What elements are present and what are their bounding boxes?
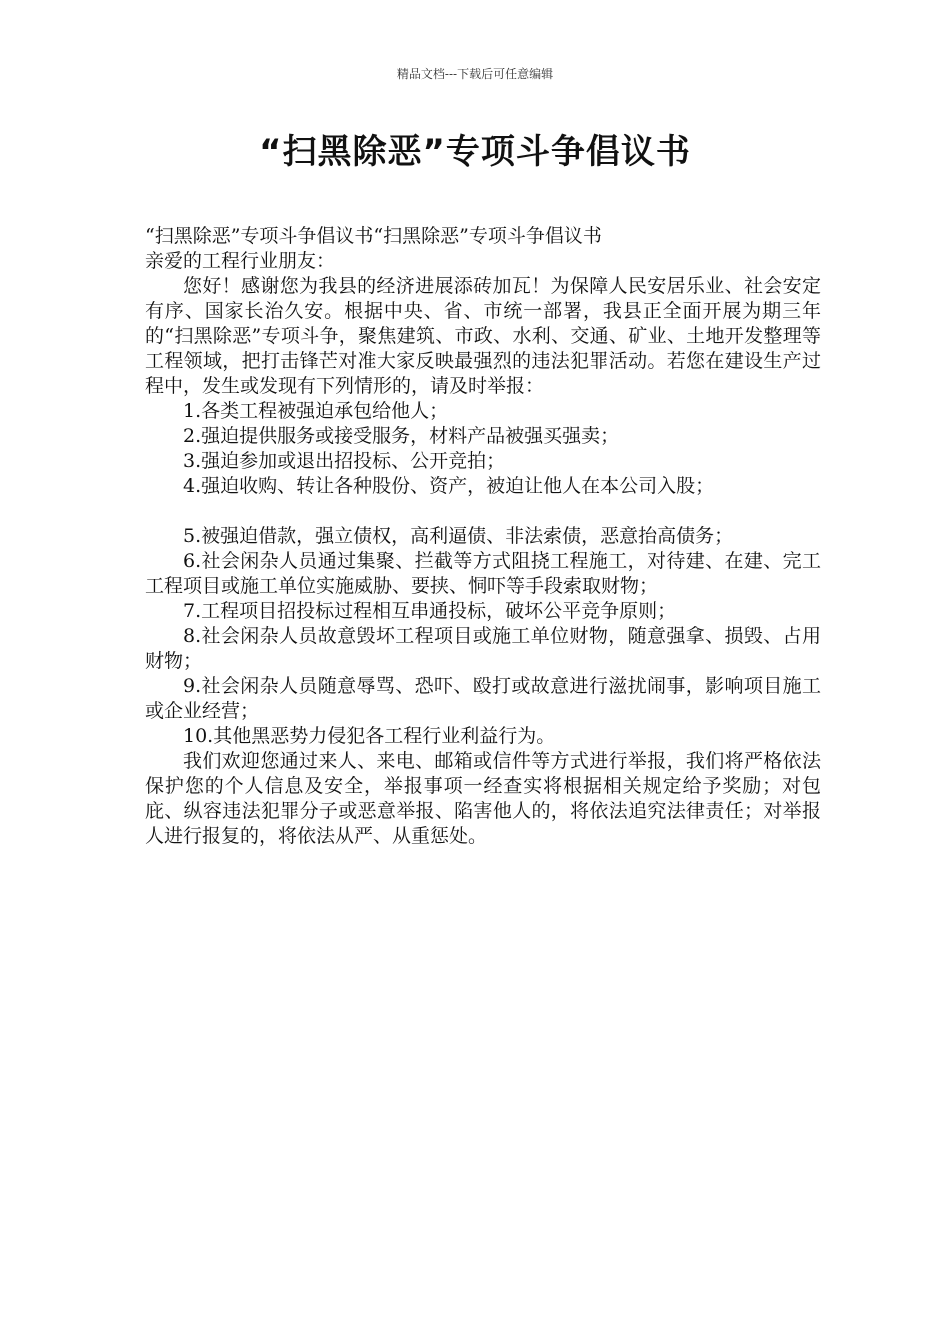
document-body	[145, 224, 821, 849]
list-item-6: 6.社会闲杂人员通过集聚、拦截等方式阻挠工程施工，对待建、在建、完工工程项目或施工单位实施威胁、要挟、恫吓等手段索取财物；	[145, 550, 821, 597]
list-item-9: 9.社会闲杂人员随意辱骂、恐吓、殴打或故意进行滋扰闹事，影响项目施工或企业经营；	[145, 675, 821, 722]
salutation: 亲爱的工程行业朋友：	[145, 250, 336, 272]
list-item-7: 7.工程项目招投标过程相互串通投标，破坏公平竞争原则；	[183, 600, 677, 622]
list-item-5: 5.被强迫借款，强立债权，高利逼债、非法索债，恶意抬高债务；	[183, 525, 734, 547]
list-item-2: 2.强迫提供服务或接受服务，材料产品被强买强卖；	[183, 425, 620, 447]
list-item-8: 8.社会闲杂人员故意毁坏工程项目或施工单位财物，随意强拿、损毁、占用财物；	[145, 625, 821, 672]
intro-paragraph: 您好！感谢您为我县的经济进展添砖加瓦！为保障人民安居乐业、社会安定有序、国家长治久安。根据中央、省、市统一部署，我县正全面开展为期三年的“扫黑除恶”专项斗争，聚焦建筑、市政、水利、交通、矿业、土地开发整理等工程领域，把打击锋芒对准大家反映最强烈的违法犯罪活动。若您在建设生产过程中，发生或发现有下列情形的，请及时举报：	[145, 275, 821, 397]
list-item-1: 1.各类工程被强迫承包给他人；	[183, 400, 449, 422]
page-header: 精品文档---下载后可任意编辑	[396, 67, 554, 81]
list-item-10: 10.其他黑恶势力侵犯各工程行业利益行为。	[183, 725, 556, 747]
list-item-4: 4.强迫收购、转让各种股份、资产，被迫让他人在本公司入股；	[183, 475, 715, 497]
document-title: “扫黑除恶”专项斗争倡议书	[259, 132, 691, 172]
list-item-3: 3.强迫参加或退出招投标、公开竞拍；	[183, 450, 506, 472]
closing-paragraph: 我们欢迎您通过来人、来电、邮箱或信件等方式进行举报，我们将严格依法保护您的个人信息及安全，举报事项一经查实将根据相关规定给予奖励；对包庇、纵容违法犯罪分子或恶意举报、陷害他人的，将依法追究法律责任；对举报人进行报复的，将依法从严、从重惩处。	[145, 750, 821, 847]
subtitle-line: “扫黑除恶”专项斗争倡议书“扫黑除恶”专项斗争倡议书	[145, 225, 602, 247]
